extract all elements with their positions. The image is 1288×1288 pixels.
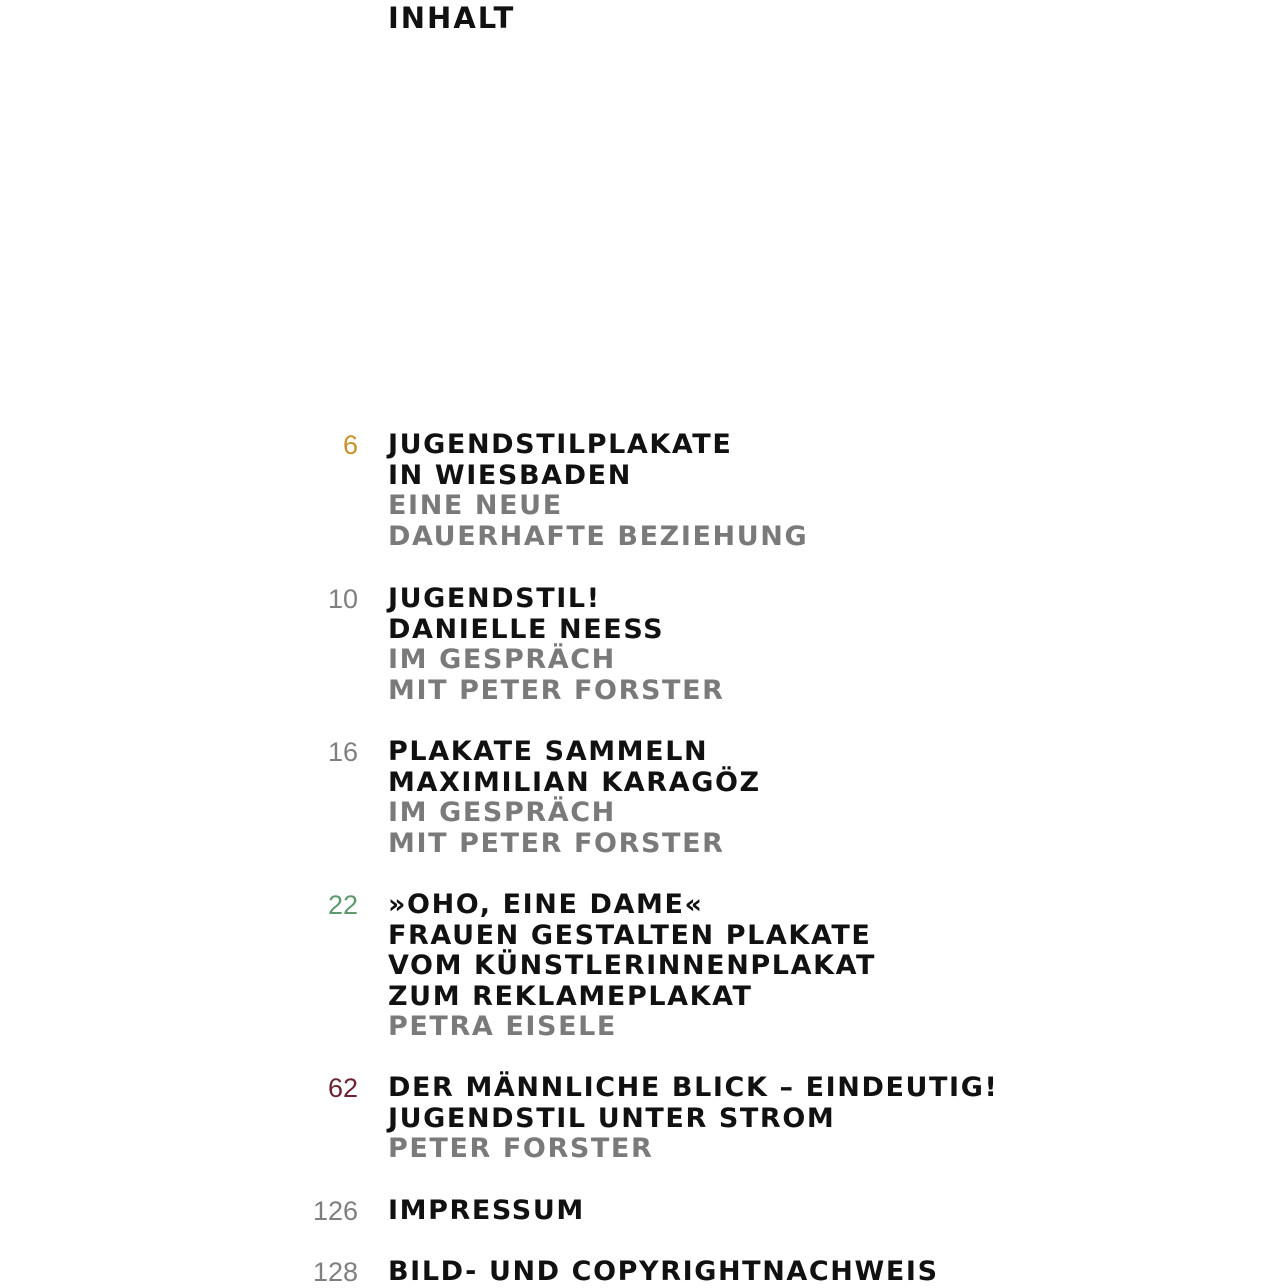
toc-page-number: 128 [312,1257,358,1287]
page-title: INHALT [388,1,516,35]
toc-entry-text [388,737,1268,859]
toc-entry-text [388,584,1268,706]
toc-page-number: 6 [342,430,358,460]
toc-page-number: 126 [312,1196,358,1226]
toc-entry-title: IN WIESBADEN [388,459,632,491]
toc-entry-subtitle: IM GESPRÄCH [388,797,616,828]
toc-entry-text [388,1196,1268,1227]
toc-entry-title: »OHO, EINE DAME« [388,889,704,920]
toc-entry-title: PLAKATE SAMMELN [388,736,709,767]
toc-page-number: 22 [327,890,358,920]
toc-entry-subtitle: PETER FORSTER [388,1133,654,1164]
toc-entry-title: IMPRESSUM [388,1195,585,1226]
toc-page-number: 16 [327,737,358,767]
toc-entry-subtitle: EINE NEUE [388,490,563,521]
toc-page-number: 10 [327,584,358,614]
toc-entry-title: DER MÄNNLICHE BLICK – EINDEUTIG! [388,1072,999,1103]
toc-entry-title: JUGENDSTIL! [388,583,601,614]
toc-entry-text [388,1257,1268,1288]
toc-entry-title: FRAUEN GESTALTEN PLAKATE [388,919,872,951]
toc-entry-text [388,1073,1268,1165]
toc-page-number: 62 [327,1073,358,1103]
toc-entry-subtitle: MIT PETER FORSTER [388,674,725,706]
toc-entry-subtitle: PETRA EISELE [388,1011,617,1042]
toc-entry-title: VOM KÜNSTLERINNENPLAKAT [388,950,877,981]
toc-entry-title: ZUM REKLAMEPLAKAT [388,980,753,1012]
toc-entry-title: BILD- UND COPYRIGHTNACHWEIS [388,1256,939,1287]
toc-entry-title: MAXIMILIAN KARAGÖZ [388,766,761,798]
toc-entry-text [388,430,1268,552]
toc-entry-title: JUGENDSTIL UNTER STROM [388,1102,836,1134]
toc-entry-text [388,890,1268,1043]
toc-entry-subtitle: DAUERHAFTE BEZIEHUNG [388,520,809,552]
toc-entry-title: JUGENDSTILPLAKATE [388,429,733,460]
toc-entry-subtitle: MIT PETER FORSTER [388,827,725,859]
toc-entry-title: DANIELLE NEESS [388,613,665,645]
toc-entry-subtitle: IM GESPRÄCH [388,644,616,675]
